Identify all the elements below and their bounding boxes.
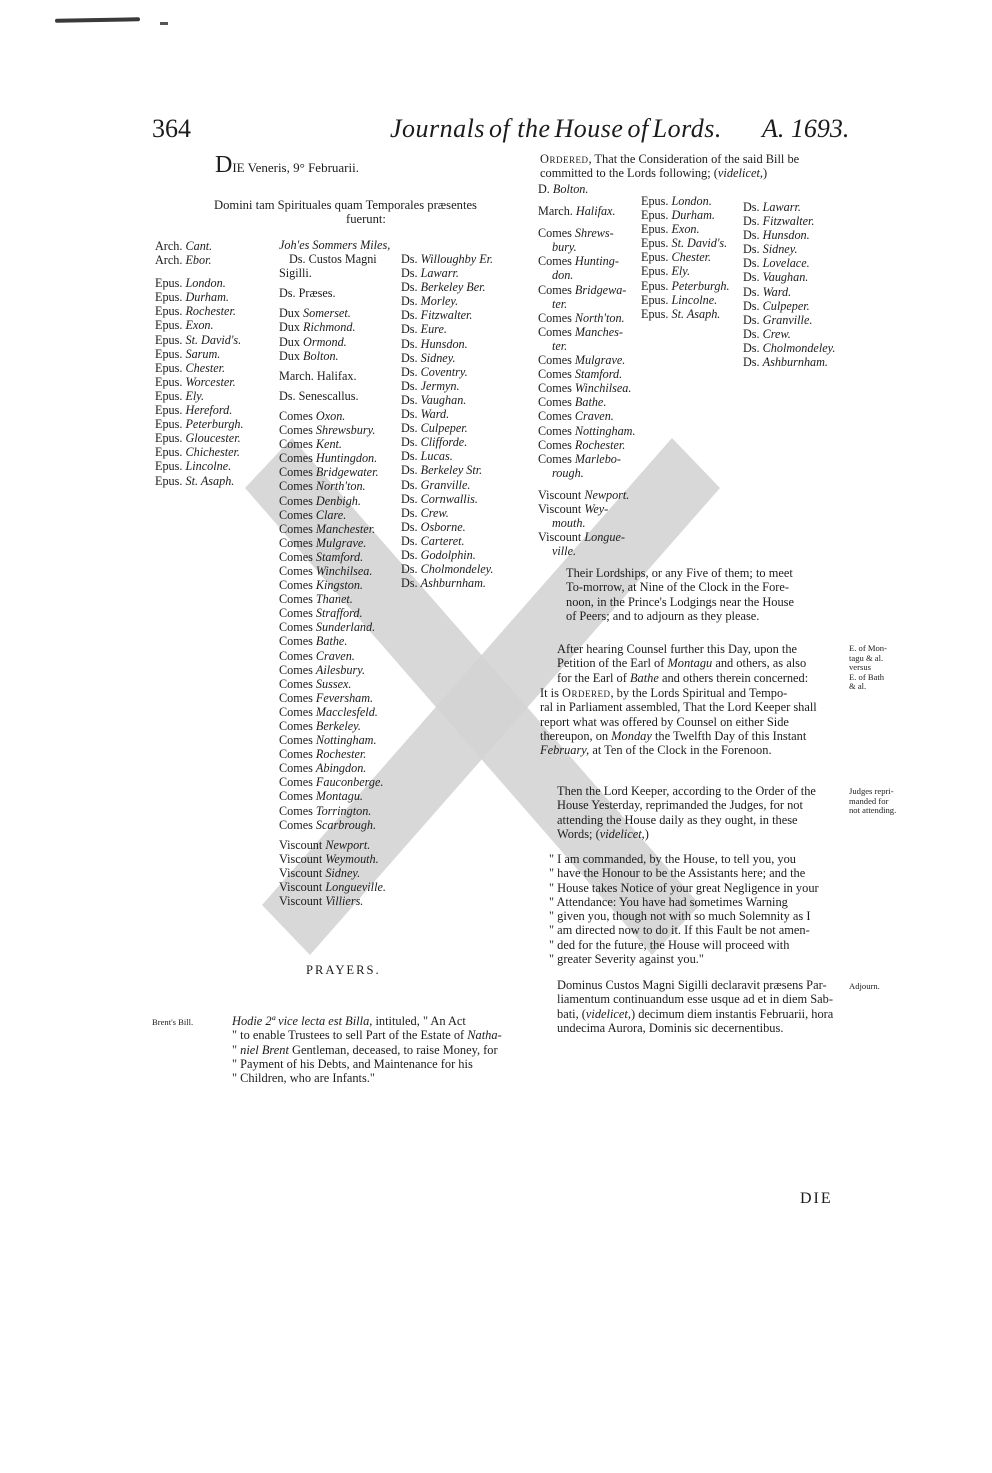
quote-line: " House takes Notice of your great Negligence in your xyxy=(549,880,819,895)
lord-entry: Ds. Osborne. xyxy=(401,519,466,534)
committee-entry: rough. xyxy=(552,465,584,480)
margin-line: tagu & al. xyxy=(849,652,884,663)
lord-keeper-paragraph xyxy=(557,784,846,841)
quote-line: " I am commanded, by the House, to tell you, you xyxy=(549,852,796,866)
committee-entry: Ds. Culpeper. xyxy=(743,298,810,313)
committee-entry xyxy=(538,480,640,488)
attendance-col-2 xyxy=(279,238,390,908)
lord-entry: Arch. Cant. xyxy=(155,239,213,253)
attendance-col-3 xyxy=(401,252,493,590)
lord-entry: Epus. Durham. xyxy=(155,290,229,305)
lord-entry: Ds. Cornwallis. xyxy=(401,491,478,506)
lord-entry: Comes Strafford. xyxy=(279,606,363,621)
quote-line: " Attendance: You have had sometimes Warning xyxy=(549,894,788,909)
lord-entry: Dux Bolton. xyxy=(279,348,339,363)
adjourn-line: liamentum continuandum esse usque ad et in diem Sab- xyxy=(557,992,833,1007)
adjourn-margin-note: Adjourn. xyxy=(849,981,880,991)
keeper-line: Words; (videlicet,) xyxy=(557,826,649,841)
committee-entry: Comes Winchilsea. xyxy=(538,381,632,396)
committee-entry: Epus. Lincolne. xyxy=(641,292,718,307)
lord-entry: Comes Nottingham. xyxy=(279,733,377,748)
committee-entry: D. Bolton. xyxy=(538,182,589,196)
lord-entry: Epus. St. Asaph. xyxy=(155,473,235,488)
committee-entry: Comes Mulgrave. xyxy=(538,353,626,368)
committee-entry: March. Halifax. xyxy=(538,204,616,219)
committee-entry: Comes North'ton. xyxy=(538,310,625,325)
committee-entry: Comes Bathe. xyxy=(538,395,607,410)
committee-entry xyxy=(538,196,640,204)
lord-entry: Ds. Fitzwalter. xyxy=(401,308,473,323)
lord-entry: Epus. St. David's. xyxy=(155,332,242,347)
committee-col-1 xyxy=(538,182,640,558)
adjourn-line: bati, (videlicet,) decimum diem instantis Februarii, hora xyxy=(557,1006,834,1021)
committee-entry: Viscount Longue- xyxy=(538,530,625,545)
committee-entry: Epus. Exon. xyxy=(641,222,700,237)
lord-entry: Comes Thanet. xyxy=(279,592,353,607)
lord-entry: Ds. Sidney. xyxy=(401,350,456,365)
committee-entry: Comes Hunting- xyxy=(538,254,619,269)
ordered2-line: It is Ordered, by the Lords Spiritual and Tempo- xyxy=(540,686,788,700)
lord-entry: Ds. Lawarr. xyxy=(401,266,459,281)
lord-entry: Dux Richmond. xyxy=(279,320,356,335)
lord-entry: Dux Ormond. xyxy=(279,334,347,349)
lord-entry: Epus. Gloucester. xyxy=(155,431,241,446)
committee-entry: bury. xyxy=(552,240,577,255)
lordships-line: noon, in the Prince's Lodgings near the House xyxy=(566,594,794,609)
year: A. 1693. xyxy=(762,114,850,143)
committee-entry: Comes Stamford. xyxy=(538,367,623,382)
lord-entry: Comes Kent. xyxy=(279,437,342,452)
reprimand-quote xyxy=(549,852,846,966)
present-line: fuerunt: xyxy=(346,212,386,226)
lord-entry: Epus. London. xyxy=(155,276,226,291)
lord-entry: Comes Craven. xyxy=(279,648,355,663)
committee-entry: Epus. St. David's. xyxy=(641,236,728,251)
committee-entry: don. xyxy=(552,268,574,283)
adjournment-paragraph xyxy=(557,978,846,1035)
committee-entry: Comes Rochester. xyxy=(538,437,626,452)
lord-entry: Ds. Culpeper. xyxy=(401,421,468,436)
lord-entry: Comes Ailesbury. xyxy=(279,662,365,677)
brent-line: " Payment of his Debts, and Maintenance for his xyxy=(232,1056,473,1071)
brent-line: " Children, who are Infants." xyxy=(232,1071,375,1086)
committee-entry: ter. xyxy=(552,338,568,353)
lord-entry: Ds. Carteret. xyxy=(401,533,465,548)
lord-entry: Ds. Crew. xyxy=(401,505,449,520)
montagu-line: After hearing Counsel further this Day, upon the xyxy=(557,642,798,656)
committee-entry: Epus. Peterburgh. xyxy=(641,278,730,293)
margin-line: manded for xyxy=(849,795,889,806)
committee-entry: Ds. Vaughan. xyxy=(743,270,809,285)
lord-entry: Viscount Weymouth. xyxy=(279,851,379,866)
ordered-line: committed to the Lords following; (videlicet,) xyxy=(540,166,768,181)
committee-entry: ter. xyxy=(552,296,568,311)
keeper-line: Sigilli. xyxy=(279,266,312,281)
ordered2-line: February, at Ten of the Clock in the Forenoon. xyxy=(540,743,772,758)
committee-entry: Ds. Ward. xyxy=(743,284,792,299)
committee-entry: Epus. St. Asaph. xyxy=(641,306,721,321)
committee-entry: Viscount Newport. xyxy=(538,487,630,502)
present-line: Domini tam Spirituales quam Temporales præsentes xyxy=(214,198,477,212)
committee-entry: Comes Nottingham. xyxy=(538,423,636,438)
lord-entry: Ds. Berkeley Str. xyxy=(401,463,483,478)
committee-entry: Comes Bridgewa- xyxy=(538,282,627,297)
page-number: 364 xyxy=(152,114,191,143)
lord-entry: Ds. Morley. xyxy=(401,294,459,309)
keeper-line: Then the Lord Keeper, according to the Order of the xyxy=(557,784,816,798)
montagu-line: Petition of the Earl of Montagu and others, as also xyxy=(557,656,807,671)
lord-entry: Comes Montagu. xyxy=(279,789,363,804)
margin-line: Judges repri- xyxy=(849,786,894,796)
lord-entry: Comes Sussex. xyxy=(279,676,352,691)
day-heading: DIE Veneris, 9° Februarii. xyxy=(215,152,359,178)
judges-margin-note xyxy=(849,787,896,816)
brent-line: " to enable Trustees to sell Part of the Estate of Natha- xyxy=(232,1028,502,1043)
margin-line: E. of Bath xyxy=(849,671,885,682)
committee-entry: Ds. Sidney. xyxy=(743,242,798,257)
brent-margin-note: Brent's Bill. xyxy=(152,1017,194,1027)
keeper-line: Joh'es Sommers Miles, xyxy=(279,238,391,252)
ordered2-line: report what was offered by Counsel on either Side xyxy=(540,714,789,729)
lord-entry: Ds. Lucas. xyxy=(401,449,453,464)
prayers-heading: PRAYERS. xyxy=(306,963,381,977)
lord-entry: Epus. Chester. xyxy=(155,360,226,375)
committee-entry: Epus. London. xyxy=(641,194,712,208)
lord-entry: Comes Manchester. xyxy=(279,521,376,536)
lord-entry: Ds. Ward. xyxy=(401,407,450,422)
attendance-col-1 xyxy=(155,239,244,488)
lord-entry: Comes Scarbrough. xyxy=(279,817,377,832)
committee-col-3 xyxy=(743,200,835,369)
lord-entry: Ds. Cholmondeley. xyxy=(401,562,494,577)
lord-entry: Viscount Newport. xyxy=(279,837,371,852)
margin-line: not attending. xyxy=(849,805,897,816)
lord-entry: Epus. Lincolne. xyxy=(155,459,232,474)
lord-entry: Comes Shrewsbury. xyxy=(279,423,376,438)
lord-entry: Comes Torrington. xyxy=(279,803,372,818)
committee-entry: Ds. Granville. xyxy=(743,312,813,327)
montagu-paragraph xyxy=(557,642,846,685)
running-title: Journals of the House of Lords. xyxy=(390,114,722,143)
lord-entry: Arch. Ebor. xyxy=(155,253,212,268)
lord-entry: Comes Kingston. xyxy=(279,578,363,593)
keeper-line: Ds. Custos Magni xyxy=(289,252,377,267)
committee-entry: mouth. xyxy=(552,516,586,531)
committee-entry: Comes Marlebo- xyxy=(538,451,621,466)
quote-line: " have the Honour to be the Assistants here; and the xyxy=(549,866,806,881)
committee-entry: Epus. Ely. xyxy=(641,264,691,279)
adjourn-line: Dominus Custos Magni Sigilli declaravit præsens Par- xyxy=(557,978,827,992)
montagu-margin-note xyxy=(849,644,887,692)
praeses-line: Ds. Præses. xyxy=(279,286,336,301)
lord-entry: Ds. Coventry. xyxy=(401,364,468,379)
adjourn-line: undecima Aurora, Dominis sic decernentibus. xyxy=(557,1020,784,1035)
catchword: DIE xyxy=(800,1190,833,1207)
committee-entry: Viscount Wey- xyxy=(538,501,609,516)
margin-line: E. of Mon- xyxy=(849,643,887,653)
committee-entry xyxy=(538,218,640,226)
lord-entry xyxy=(155,267,244,276)
quote-line: " given you, though not with so much Solemnity as I xyxy=(549,909,811,924)
committee-entry: ville. xyxy=(552,544,577,559)
lord-entry: Ds. Ashburnham. xyxy=(401,576,486,591)
lord-entry: Comes Feversham. xyxy=(279,690,374,705)
committee-entry: Comes Manches- xyxy=(538,324,623,339)
lord-entry: Comes Berkeley. xyxy=(279,719,361,733)
lord-entry: Epus. Hereford. xyxy=(155,403,233,418)
lord-entry: Ds. Vaughan. xyxy=(401,392,467,407)
committee-entry: Ds. Crew. xyxy=(743,326,791,341)
lord-entry: Comes Fauconberge. xyxy=(279,775,384,790)
march-line: March. Halifax. xyxy=(279,368,357,383)
lord-entry: Comes Bathe. xyxy=(279,634,348,649)
lord-entry: Comes Abingdon. xyxy=(279,761,367,776)
margin-line: & al. xyxy=(849,681,867,692)
committee-entry: Ds. Cholmondeley. xyxy=(743,340,836,355)
margin-line: versus xyxy=(849,662,871,673)
lord-entry: Comes Macclesfeld. xyxy=(279,704,378,719)
montagu-line: for the Earl of Bathe and others therein concerned: xyxy=(557,670,809,685)
lord-entry: Epus. Rochester. xyxy=(155,304,236,319)
lord-entry: Epus. Worcester. xyxy=(155,374,236,389)
ordered-line: Ordered, That the Consideration of the said Bill be xyxy=(540,152,800,166)
lord-entry: Ds. Godolphin. xyxy=(401,547,476,562)
keeper-line: attending the House daily as they ought, in these xyxy=(557,812,798,827)
lord-entry: Comes North'ton. xyxy=(279,479,366,494)
committee-col-2 xyxy=(641,194,730,321)
lord-entry: Epus. Chichester. xyxy=(155,445,240,460)
committee-entry: Epus. Durham. xyxy=(641,208,715,223)
lord-entry: Comes Denbigh. xyxy=(279,493,361,508)
lord-entry: Ds. Berkeley Ber. xyxy=(401,280,486,295)
committee-entry: Comes Shrews- xyxy=(538,226,614,241)
lord-entry: Epus. Exon. xyxy=(155,318,214,333)
committee-entry: Ds. Lovelace. xyxy=(743,256,810,271)
lordships-line: Their Lordships, or any Five of them; to meet xyxy=(566,566,793,580)
lord-entry: Epus. Peterburgh. xyxy=(155,417,244,432)
lord-entry: Comes Oxon. xyxy=(279,408,346,423)
lordships-line: of Peers; and to adjourn as they please. xyxy=(566,608,760,623)
quote-line: " ded for the future, the House will proceed with xyxy=(549,937,790,952)
ordered2-line: thereupon, on Monday the Twelfth Day of this Instant xyxy=(540,728,807,743)
senescallus-line: Ds. Senescallus. xyxy=(279,388,359,403)
lord-entry: Comes Huntingdon. xyxy=(279,451,378,466)
lord-entry: Comes Sunderland. xyxy=(279,620,376,635)
lord-entry: Comes Bridgewater. xyxy=(279,465,379,480)
lord-entry: Viscount Villiers. xyxy=(279,894,364,909)
lord-entry: Comes Stamford. xyxy=(279,549,364,564)
lord-entry: Ds. Clifforde. xyxy=(401,435,468,450)
brent-line: " niel Brent Gentleman, deceased, to raise Money, for xyxy=(232,1042,498,1057)
committee-entry: Comes Craven. xyxy=(538,409,614,424)
lord-entry: Comes Rochester. xyxy=(279,747,367,762)
quote-line: " greater Severity against you." xyxy=(549,952,704,967)
lord-entry: Ds. Granville. xyxy=(401,477,471,492)
lord-entry: Comes Mulgrave. xyxy=(279,535,367,550)
committee-entry: Ds. Lawarr. xyxy=(743,200,801,214)
ordered2-line: ral in Parliament assembled, That the Lord Keeper shall xyxy=(540,700,817,715)
lord-entry: Viscount Longueville. xyxy=(279,880,386,895)
lord-entry: Ds. Eure. xyxy=(401,322,447,337)
brent-line: Hodie 2ª vice lecta est Billa, intituled, " An Act xyxy=(232,1014,466,1028)
lord-entry: Comes Clare. xyxy=(279,507,347,522)
lord-entry: Epus. Sarum. xyxy=(155,346,221,361)
ordered-paragraph xyxy=(540,152,846,181)
lordships-line: To-morrow, at Nine of the Clock in the Fore- xyxy=(566,580,790,595)
committee-entry: Epus. Chester. xyxy=(641,250,712,265)
ordered-report-paragraph xyxy=(540,686,846,757)
keeper-line: House Yesterday, reprimanded the Judges, for not xyxy=(557,798,803,813)
lord-entry: Dux Somerset. xyxy=(279,306,351,321)
lord-entry: Ds. Jermyn. xyxy=(401,378,460,393)
committee-entry: Ds. Hunsdon. xyxy=(743,228,810,243)
lord-entry: Epus. Ely. xyxy=(155,388,205,403)
lord-entry: Viscount Sidney. xyxy=(279,865,361,880)
lordships-paragraph xyxy=(566,566,846,623)
committee-entry: Ds. Ashburnham. xyxy=(743,355,828,370)
committee-entry: Ds. Fitzwalter. xyxy=(743,214,815,229)
lord-entry: Ds. Willoughby Er. xyxy=(401,252,494,266)
brent-bill-paragraph xyxy=(232,1014,528,1085)
quote-line: " am directed now to do it. If this Fault be not amen- xyxy=(549,923,810,938)
lord-entry: Comes Winchilsea. xyxy=(279,563,373,578)
lord-entry: Ds. Hunsdon. xyxy=(401,336,468,351)
